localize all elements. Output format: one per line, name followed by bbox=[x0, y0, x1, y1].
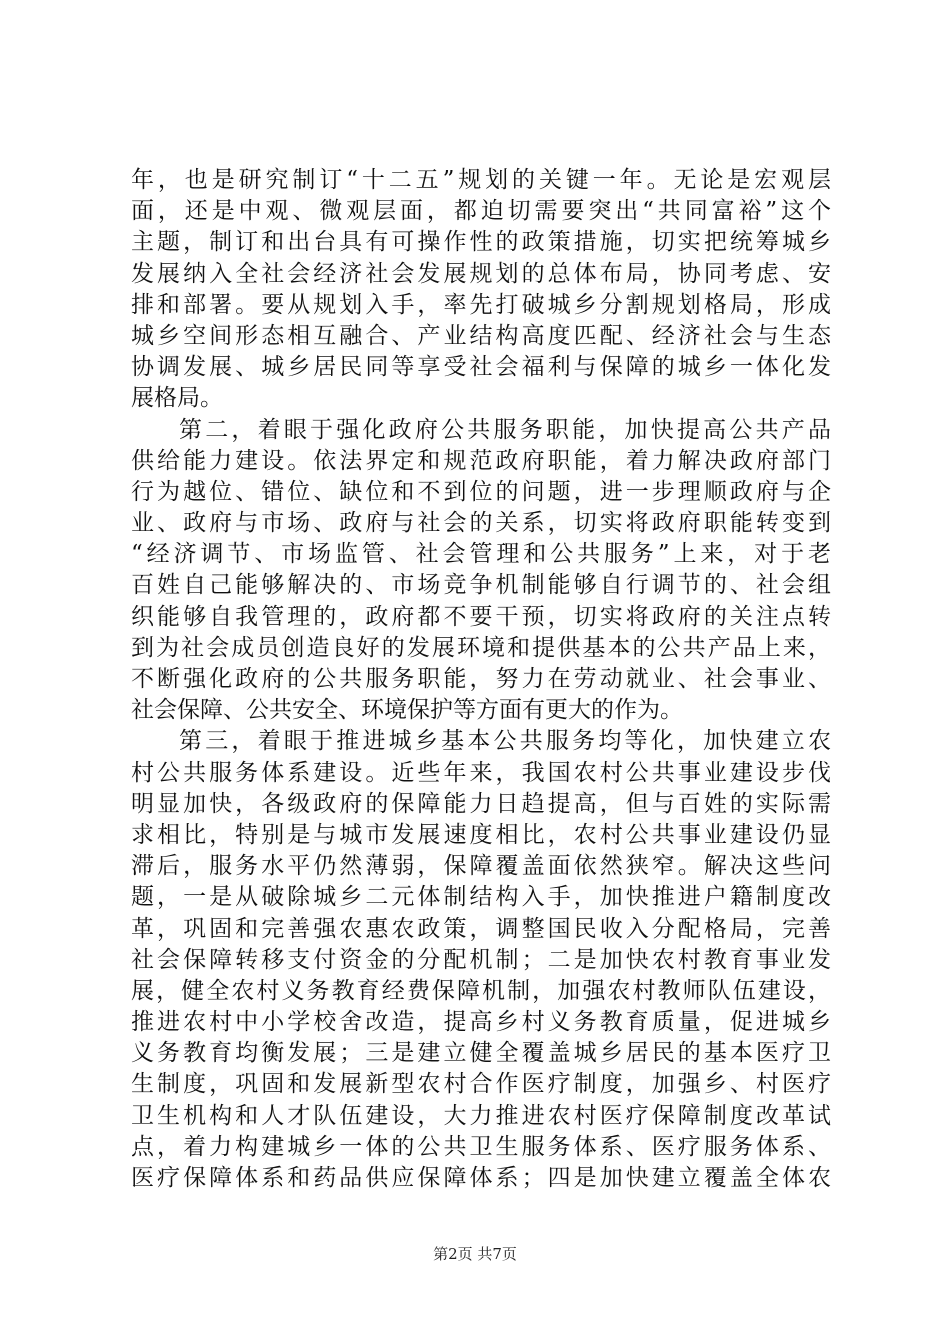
text-line: “经济调节、市场监管、社会管理和公共服务”上来，对于老 bbox=[131, 541, 831, 568]
text-line: 协调发展、城乡居民同等享受社会福利与保障的城乡一体化发 bbox=[131, 354, 831, 381]
text-line: 滞后，服务水平仍然薄弱，保障覆盖面依然狭窄。解决这些问 bbox=[131, 853, 831, 880]
text-line: 医疗保障体系和药品供应保障体系；四是加快建立覆盖全体农 bbox=[131, 1165, 831, 1191]
text-line: 社会保障、公共安全、环境保护等方面有更大的作为。 bbox=[131, 697, 683, 724]
text-line: 百姓自己能够解决的、市场竞争机制能够自行调节的、社会组 bbox=[131, 572, 831, 599]
text-line: 推进农村中小学校舍改造，提高乡村义务教育质量，促进城乡 bbox=[131, 1009, 831, 1036]
text-line: 年，也是研究制订“十二五”规划的关键一年。无论是宏观层 bbox=[131, 167, 831, 193]
text-line: 求相比，特别是与城市发展速度相比，农村公共事业建设仍显 bbox=[131, 821, 831, 848]
text-line: 织能够自我管理的，政府都不要干预，切实将政府的关注点转 bbox=[131, 603, 831, 630]
text-line: 展格局。 bbox=[131, 385, 223, 412]
text-line: 卫生机构和人才队伍建设，大力推进农村医疗保障制度改革试 bbox=[131, 1102, 831, 1129]
text-line: 不断强化政府的公共服务职能，努力在劳动就业、社会事业、 bbox=[131, 666, 831, 692]
text-line: 点，着力构建城乡一体的公共卫生服务体系、医疗服务体系、 bbox=[131, 1133, 831, 1160]
text-line: 题，一是从破除城乡二元体制结构入手，加快推进户籍制度改 bbox=[131, 884, 831, 911]
text-line: 革，巩固和完善强农惠农政策，调整国民收入分配格局，完善 bbox=[131, 915, 831, 942]
body-text bbox=[131, 165, 831, 1194]
text-line: 排和部署。要从规划入手，率先打破城乡分割规划格局，形成 bbox=[131, 291, 831, 318]
text-line: 明显加快，各级政府的保障能力日趋提高，但与百姓的实际需 bbox=[131, 790, 831, 817]
page-number-footer: 第2页 共7页 bbox=[433, 1245, 517, 1263]
paragraph-start-line: 第三，着眼于推进城乡基本公共服务均等化，加快建立农 bbox=[179, 728, 831, 755]
text-line: 发展纳入全社会经济社会发展规划的总体布局，协同考虑、安 bbox=[131, 260, 831, 287]
text-line: 主题，制订和出台具有可操作性的政策措施，切实把统筹城乡 bbox=[131, 229, 831, 256]
text-line: 面，还是中观、微观层面，都迫切需要突出“共同富裕”这个 bbox=[131, 198, 831, 225]
text-line: 供给能力建设。依法界定和规范政府职能，着力解决政府部门 bbox=[131, 447, 831, 474]
text-line: 义务教育均衡发展；三是建立健全覆盖城乡居民的基本医疗卫 bbox=[131, 1040, 831, 1067]
text-line: 行为越位、错位、缺位和不到位的问题，进一步理顺政府与企 bbox=[131, 478, 831, 505]
text-line: 生制度，巩固和发展新型农村合作医疗制度，加强乡、村医疗 bbox=[131, 1071, 831, 1098]
paragraph-start-line: 第二，着眼于强化政府公共服务职能，加快提高公共产品 bbox=[179, 416, 831, 443]
text-line: 业、政府与市场、政府与社会的关系，切实将政府职能转变到 bbox=[131, 510, 831, 537]
text-line: 城乡空间形态相互融合、产业结构高度匹配、经济社会与生态 bbox=[131, 322, 831, 349]
text-line: 展，健全农村义务教育经费保障机制，加强农村教师队伍建设， bbox=[131, 977, 831, 1004]
text-line: 社会保障转移支付资金的分配机制；二是加快农村教育事业发 bbox=[131, 946, 831, 973]
text-line: 到为社会成员创造良好的发展环境和提供基本的公共产品上来， bbox=[131, 634, 831, 661]
text-line: 村公共服务体系建设。近些年来，我国农村公共事业建设步伐 bbox=[131, 759, 831, 786]
